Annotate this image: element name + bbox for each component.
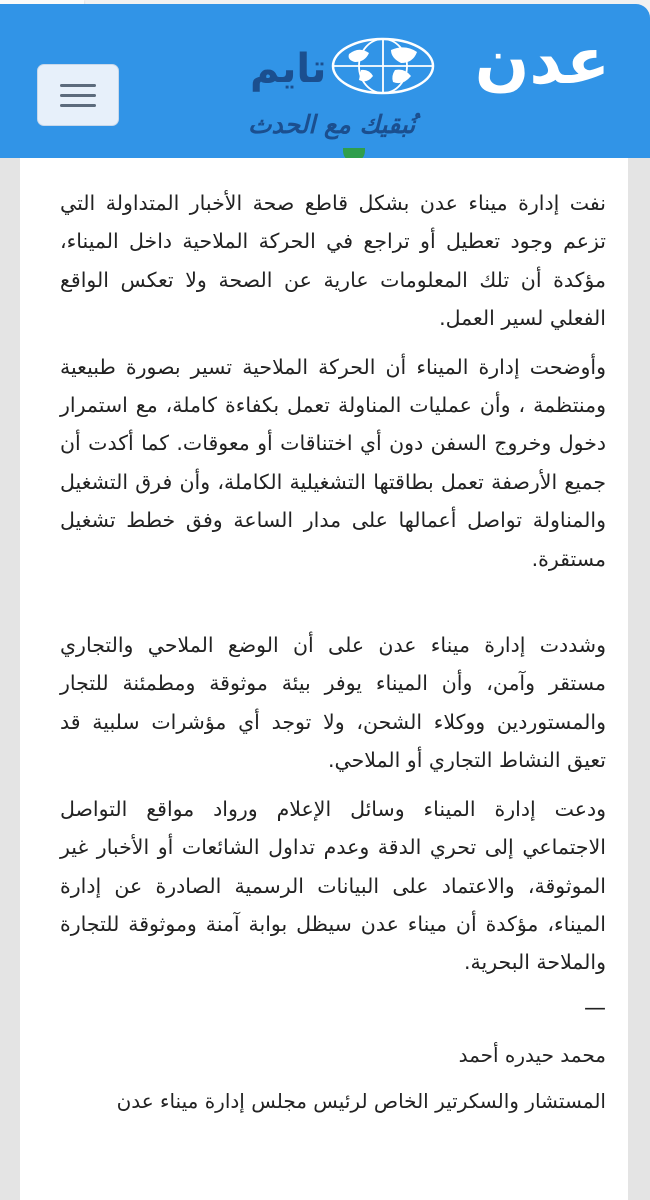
article-body: [20, 158, 628, 1200]
article-paragraph-1: نفت إدارة ميناء عدن بشكل قاطع صحة الأخبار المتداولة التي تزعم وجود تعطيل أو تراجع في الحركة الملاحية داخل الميناء، مؤكدة أن تلك المعلومات عارية عن الصحة ولا تعكس الواقع الفعلي لسير العمل.: [60, 191, 606, 331]
article-paragraph-3: وشددت إدارة ميناء عدن على أن الوضع الملاحي والتجاري مستقر وآمن، وأن الميناء يوفر بيئة موثوقة ومطمئنة للتجار والمستوردين ووكلاء الشحن، ولا توجد أي مؤشرات سلبية قد تعيق النشاط التجاري أو الملاحي.: [60, 633, 606, 773]
logo-brand-text: عدن: [474, 25, 610, 99]
signature-title: المستشار والسكرتير الخاص لرئيس مجلس إدارة ميناء عدن: [116, 1088, 606, 1113]
site-header: [0, 4, 650, 158]
article-paragraph-4: ودعت إدارة الميناء وسائل الإعلام ورواد مواقع التواصل الاجتماعي إلى تحري الدقة وعدم تداول الشائعات أو الأخبار غير الموثوقة، والاعتماد على البيانات الرسمية الصادرة عن إدارة الميناء، مؤكدة أن ميناء عدن سيظل بوابة آمنة وموثوقة للتجارة والملاحة البحرية.: [60, 796, 606, 975]
logo-name-text: تايم: [250, 46, 327, 92]
globe-icon: [331, 36, 435, 96]
site-logo[interactable]: [248, 24, 618, 158]
signature-name: محمد حيدره أحمد: [458, 1042, 606, 1067]
menu-button[interactable]: [37, 64, 119, 126]
article-paragraph-2: وأوضحت إدارة الميناء أن الحركة الملاحية تسير بصورة طبيعية ومنتظمة ، وأن عمليات المناولة تعمل بكفاءة كاملة، مع استمرار دخول وخروج السفن دون أي اختناقات أو معوقات. كما أكدت أن جميع الأرصفة تعمل بطاقتها التشغيلية الكاملة، وأن فرق التشغيل والمناولة تواصل أعمالها على مدار الساعة وفق خطط تشغيل مستقرة.: [60, 354, 606, 571]
separator-dash: —: [584, 995, 606, 1021]
logo-slogan: نُبقيك مع الحدث: [248, 110, 416, 139]
hamburger-menu-icon: [60, 84, 96, 87]
